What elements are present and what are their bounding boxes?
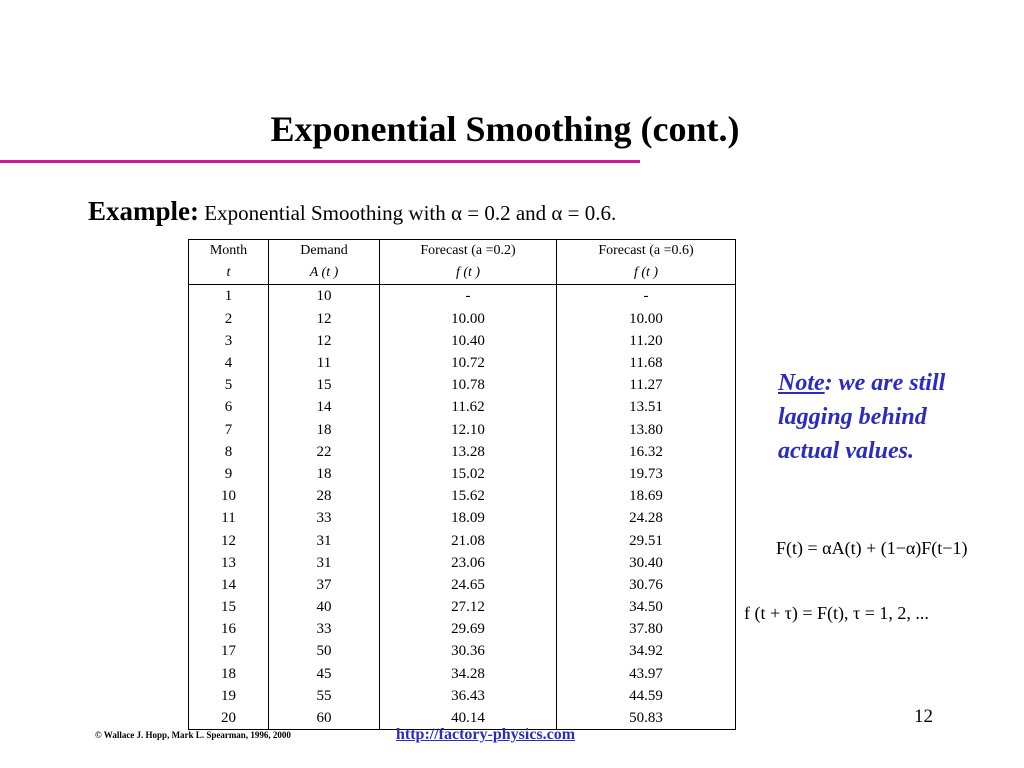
header-forecast-02-symbol: f (t ): [380, 262, 557, 285]
table-row: [189, 441, 736, 463]
page-number: 12: [914, 706, 933, 727]
table-cell: 15.02: [380, 463, 557, 485]
table-cell: 3: [189, 330, 269, 352]
header-row-1: [189, 240, 736, 263]
table-cell: 11.68: [557, 352, 736, 374]
table-cell: 12.10: [380, 419, 557, 441]
header-forecast-02: Forecast (a =0.2): [380, 240, 557, 263]
table-cell: 43.97: [557, 663, 736, 685]
example-text: Exponential Smoothing with α = 0.2 and α = 0.6.: [204, 201, 617, 225]
table-row: [189, 485, 736, 507]
title-underline: [0, 160, 640, 163]
table-cell: 10: [269, 285, 380, 308]
table-row: [189, 352, 736, 374]
table-row: [189, 285, 736, 308]
table-cell: 10.78: [380, 374, 557, 396]
table-cell: 60: [269, 707, 380, 730]
table-row: [189, 663, 736, 685]
header-month-symbol: t: [189, 262, 269, 285]
table-cell: 11.27: [557, 374, 736, 396]
formula-exponential-smoothing: [776, 538, 967, 559]
copyright-text: © Wallace J. Hopp, Mark L. Spearman, 1996, 2000: [95, 730, 291, 740]
header-month: Month: [189, 240, 269, 263]
table-cell: 37: [269, 574, 380, 596]
table-cell: 10.00: [380, 308, 557, 330]
table-cell: 28: [269, 485, 380, 507]
table-cell: 31: [269, 529, 380, 551]
table-cell: 24.28: [557, 507, 736, 529]
table-cell: 31: [269, 552, 380, 574]
table-cell: 33: [269, 618, 380, 640]
table-cell: 13.28: [380, 441, 557, 463]
table-body: [189, 285, 736, 730]
table-row: [189, 529, 736, 551]
table-cell: 10: [189, 485, 269, 507]
table-cell: 21.08: [380, 529, 557, 551]
table-cell: 24.65: [380, 574, 557, 596]
table-cell: 5: [189, 374, 269, 396]
table-cell: 10.72: [380, 352, 557, 374]
table-cell: 15: [189, 596, 269, 618]
example-lead: Example:: [88, 196, 199, 226]
table-cell: 30.76: [557, 574, 736, 596]
table-cell: 23.06: [380, 552, 557, 574]
table-cell: 50: [269, 640, 380, 662]
header-row-2: [189, 262, 736, 285]
table-cell: 18.09: [380, 507, 557, 529]
table-row: [189, 507, 736, 529]
table-cell: 16: [189, 618, 269, 640]
table-row: [189, 685, 736, 707]
table-row: [189, 374, 736, 396]
table-cell: 40.14: [380, 707, 557, 730]
table-cell: 30.40: [557, 552, 736, 574]
note-box: [778, 366, 978, 468]
table-cell: 14: [269, 396, 380, 418]
note-text: : we are still lagging behind actual values.: [778, 370, 946, 464]
table-row: [189, 618, 736, 640]
table-cell: 7: [189, 419, 269, 441]
formula-1-text: F(t) = αA(t) + (1−α)F(t−1): [776, 538, 968, 558]
table-row: [189, 396, 736, 418]
header-forecast-06: Forecast (a =0.6): [557, 240, 736, 263]
table-cell: 29.51: [557, 529, 736, 551]
table-cell: 18: [189, 663, 269, 685]
table-cell: 8: [189, 441, 269, 463]
example-line: [88, 196, 616, 227]
table-cell: 27.12: [380, 596, 557, 618]
formula-forecast: [744, 603, 929, 624]
formula-2-text: f (t + τ) = F(t), τ = 1, 2, ...: [744, 603, 929, 623]
table-cell: 19.73: [557, 463, 736, 485]
table-row: [189, 574, 736, 596]
table-cell: 45: [269, 663, 380, 685]
table-cell: 11.20: [557, 330, 736, 352]
table-cell: 19: [189, 685, 269, 707]
table-cell: 16.32: [557, 441, 736, 463]
table-cell: 36.43: [380, 685, 557, 707]
table-cell: 1: [189, 285, 269, 308]
table-cell: 15: [269, 374, 380, 396]
table-cell: 11.62: [380, 396, 557, 418]
table-cell: 13.51: [557, 396, 736, 418]
table-cell: 18.69: [557, 485, 736, 507]
table-cell: 34.50: [557, 596, 736, 618]
table-cell: 34.92: [557, 640, 736, 662]
table-cell: 13: [189, 552, 269, 574]
table-cell: 11: [189, 507, 269, 529]
table-cell: 22: [269, 441, 380, 463]
slide-title: Exponential Smoothing (cont.): [270, 109, 740, 149]
table-cell: 12: [269, 330, 380, 352]
table-cell: 14: [189, 574, 269, 596]
table-cell: 18: [269, 419, 380, 441]
table-cell: 15.62: [380, 485, 557, 507]
table-row: [189, 308, 736, 330]
factory-physics-link[interactable]: http://factory-physics.com: [396, 726, 576, 743]
header-demand-symbol: A (t ): [269, 262, 380, 285]
table-cell: 13.80: [557, 419, 736, 441]
table-cell: 20: [189, 707, 269, 730]
table-cell: 18: [269, 463, 380, 485]
table-cell: 4: [189, 352, 269, 374]
table-cell: 12: [269, 308, 380, 330]
table-cell: 55: [269, 685, 380, 707]
table-row: [189, 640, 736, 662]
table-cell: 10.40: [380, 330, 557, 352]
table-cell: 34.28: [380, 663, 557, 685]
header-demand: Demand: [269, 240, 380, 263]
table-row: [189, 330, 736, 352]
table-cell: 9: [189, 463, 269, 485]
table-cell: 11: [269, 352, 380, 374]
forecast-table: [188, 239, 736, 730]
table-row: [189, 596, 736, 618]
table-cell: 6: [189, 396, 269, 418]
table-row: [189, 419, 736, 441]
table-cell: -: [557, 285, 736, 308]
table-cell: 40: [269, 596, 380, 618]
table-cell: 29.69: [380, 618, 557, 640]
table-cell: 30.36: [380, 640, 557, 662]
table-cell: 44.59: [557, 685, 736, 707]
table-cell: 2: [189, 308, 269, 330]
table-row: [189, 463, 736, 485]
table-cell: 33: [269, 507, 380, 529]
table-cell: -: [380, 285, 557, 308]
table-cell: 10.00: [557, 308, 736, 330]
note-label: Note: [778, 370, 825, 396]
table-row: [189, 552, 736, 574]
table-cell: 12: [189, 529, 269, 551]
table-cell: 17: [189, 640, 269, 662]
table-cell: 50.83: [557, 707, 736, 730]
table-cell: 37.80: [557, 618, 736, 640]
header-forecast-06-symbol: f (t ): [557, 262, 736, 285]
